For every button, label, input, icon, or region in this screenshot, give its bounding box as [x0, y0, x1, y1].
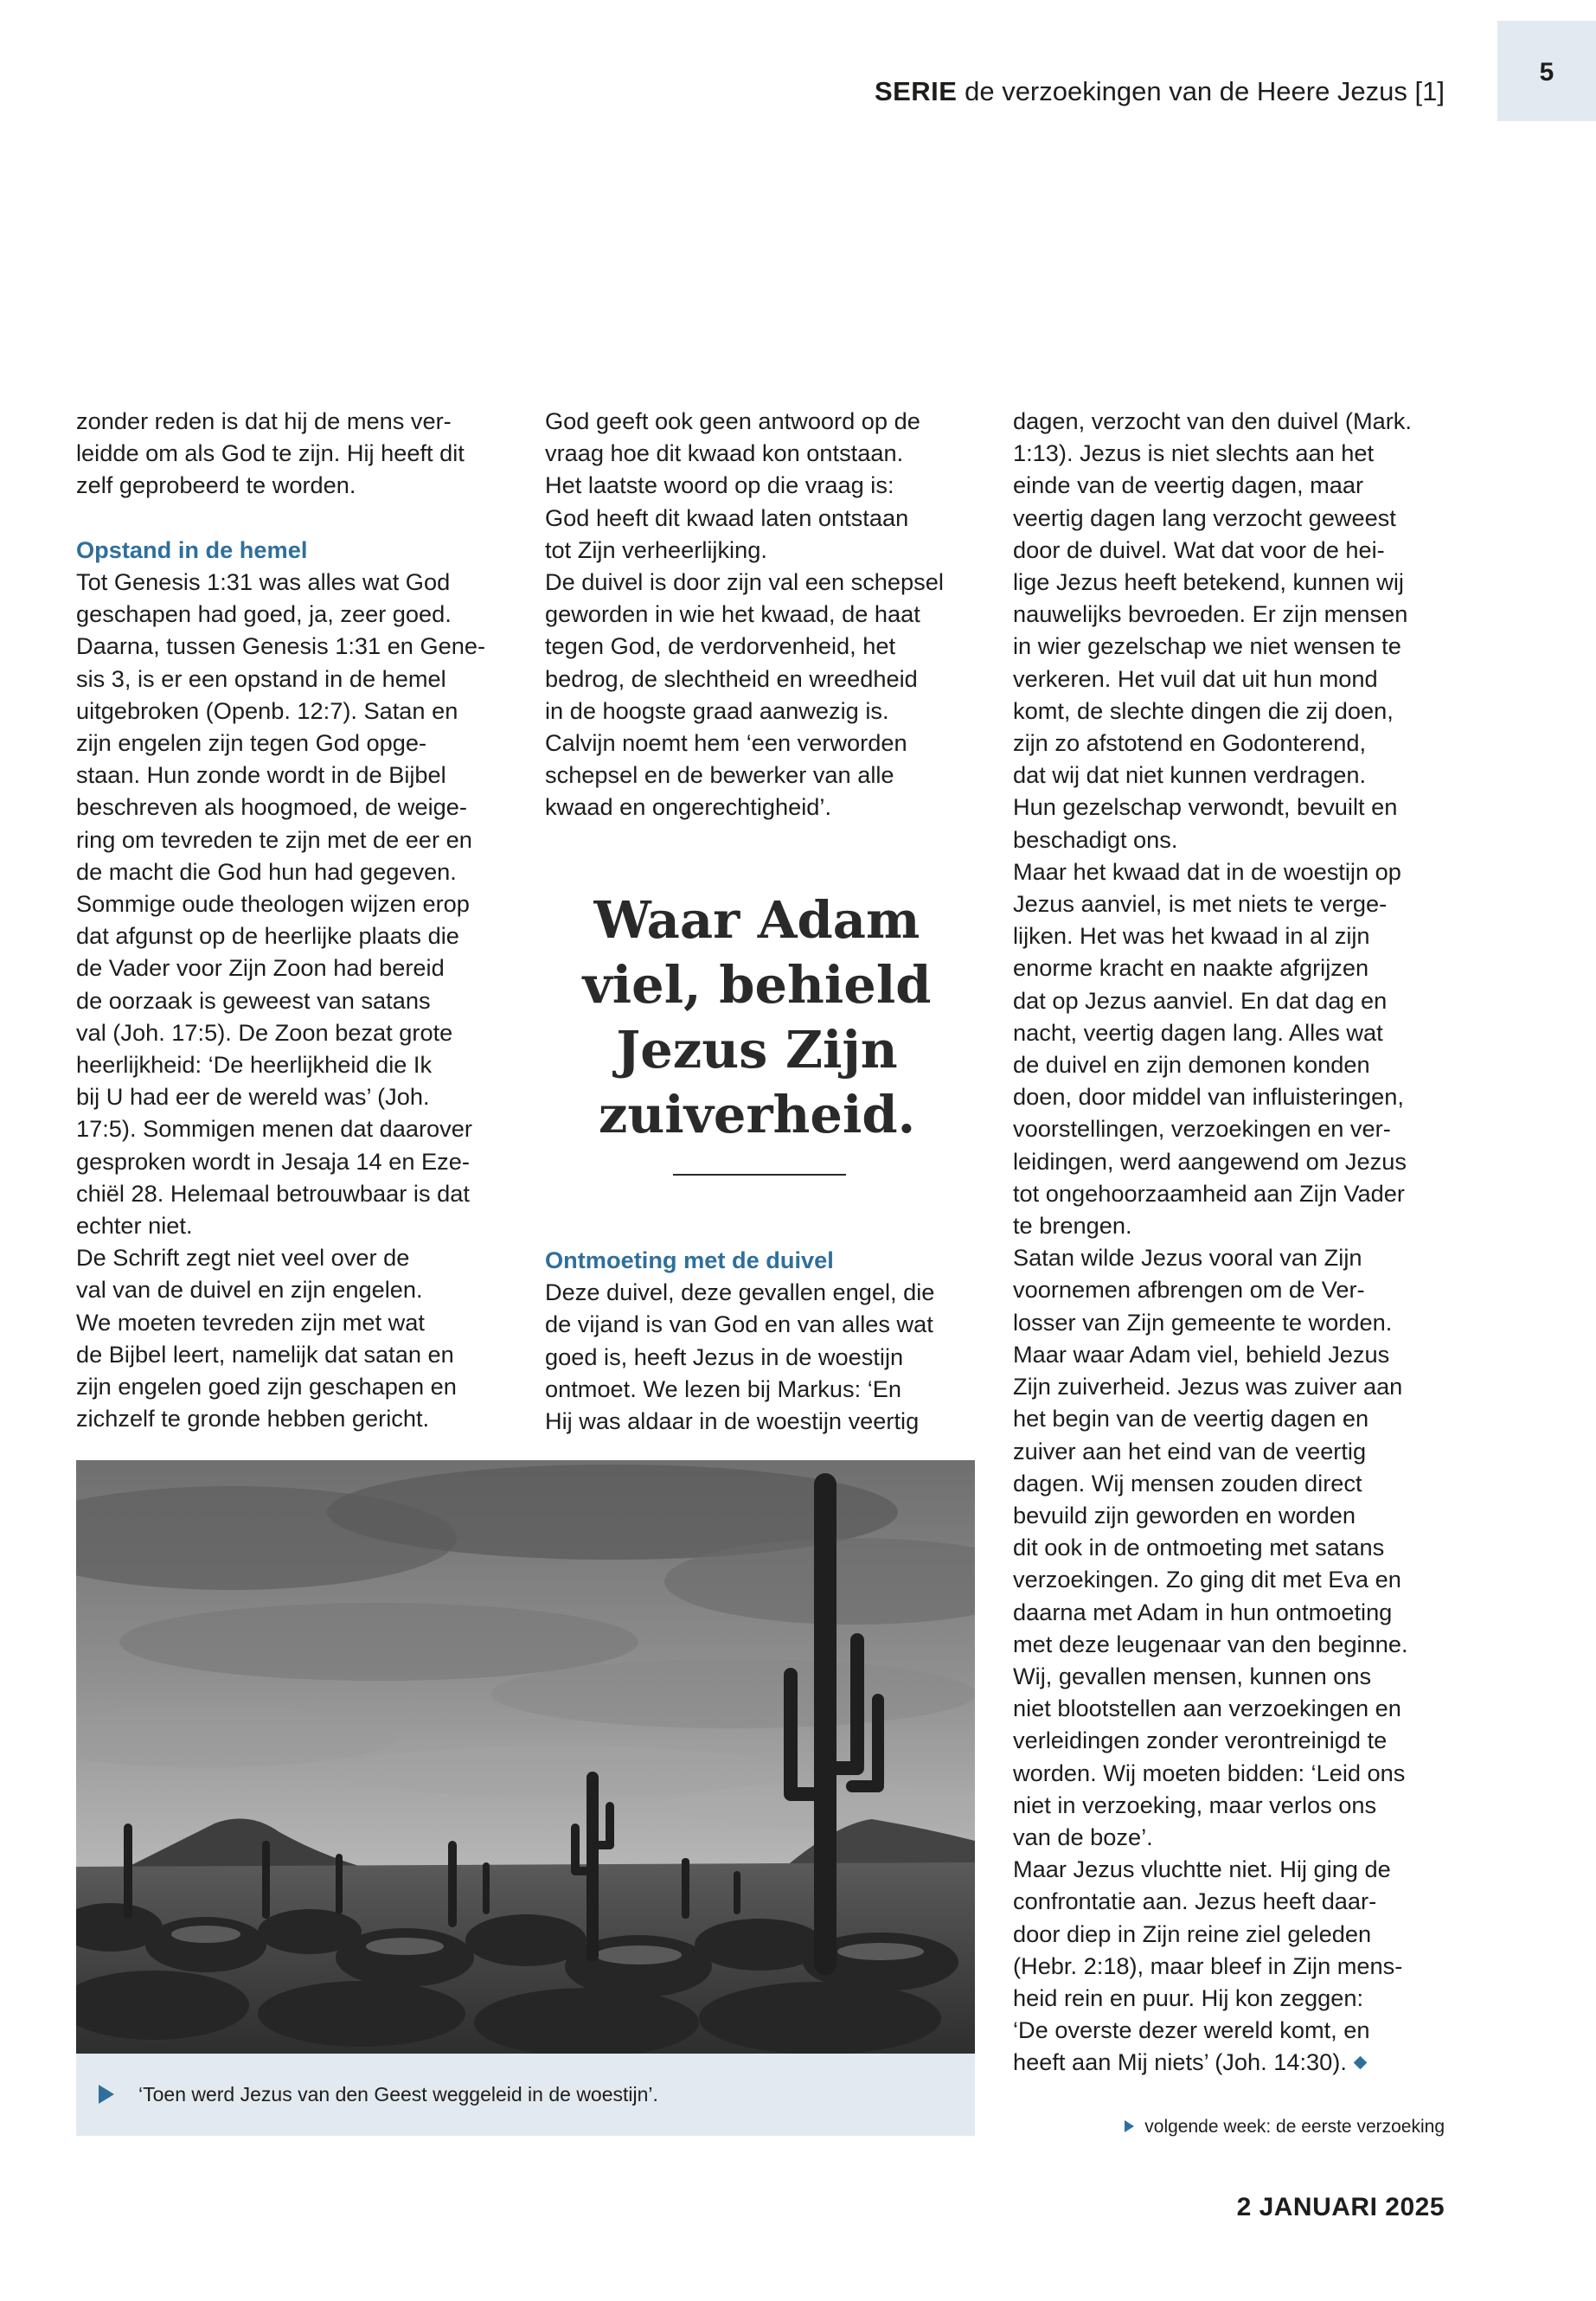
text-line: dit ook in de ontmoeting met satans	[1013, 1534, 1385, 1561]
text-line: Jezus Zijn	[616, 1020, 898, 1080]
subhead-ontmoeting: Ontmoeting met de duivel	[545, 1247, 834, 1273]
text-line: in de hoogste graad aanwezig is.	[545, 696, 889, 724]
text-line: niet in verzoeking, maar verlos ons	[1013, 1791, 1377, 1818]
text-line: einde van de veertig dagen, maar	[1013, 471, 1364, 499]
text-line: dat afgunst op de heerlijke plaats die	[76, 922, 459, 950]
text-line: geworden in wie het kwaad, de haat	[545, 600, 920, 628]
column-2	[545, 405, 986, 824]
text-line: komt, de slechte dingen die zij doen,	[1013, 696, 1394, 724]
text-line: lijken. Het was het kwaad in al zijn	[1013, 922, 1370, 950]
text-line: daarna met Adam in hun ontmoeting	[1013, 1598, 1393, 1625]
text-line: Daarna, tussen Genesis 1:31 en Gene-	[76, 632, 486, 660]
text-line: de Bijbel leert, namelijk dat satan en	[76, 1340, 454, 1368]
text-line: schepsel en de bewerker van alle	[545, 761, 894, 789]
text-line: uitgebroken (Openb. 12:7). Satan en	[76, 696, 458, 724]
caption-arrow-icon	[99, 2085, 114, 2104]
text-line: Maar het kwaad dat in de woestijn op	[1013, 857, 1401, 885]
subhead-opstand: Opstand in de hemel	[76, 535, 308, 563]
text-line: doen, door middel van influisteringen,	[1013, 1083, 1404, 1111]
text-line: ontmoet. We lezen bij Markus: ‘En	[545, 1375, 902, 1402]
issue-date: 2 JANUARI 2025	[1236, 2193, 1445, 2221]
text-line: bij U had eer de wereld was’ (Joh.	[76, 1083, 430, 1111]
text-line: Satan wilde Jezus vooral van Zijn	[1013, 1244, 1362, 1272]
text-line: Hij was aldaar in de woestijn veertig	[545, 1407, 920, 1435]
text-line: (Hebr. 2:18), maar bleef in Zijn mens-	[1013, 1952, 1403, 1979]
page-number-tab	[1497, 21, 1596, 121]
text-line: vraag hoe dit kwaad kon ontstaan.	[545, 439, 904, 467]
text-line: goed is, heeft Jezus in de woestijn	[545, 1343, 904, 1370]
text-line: door de duivel. Wat dat voor de hei-	[1013, 535, 1385, 563]
text-line: God geeft ook geen antwoord op de	[545, 407, 920, 434]
pull-quote	[562, 888, 952, 1147]
text-line: We moeten tevreden zijn met wat	[76, 1308, 425, 1336]
text-line: staan. Hun zonde wordt in de Bijbel	[76, 761, 446, 789]
text-line: Sommige oude theologen wijzen erop	[76, 890, 470, 918]
text-line: voornemen afbrengen om de Ver-	[1013, 1276, 1365, 1304]
next-week-arrow-icon	[1125, 2120, 1134, 2132]
text-line: Het laatste woord op die vraag is:	[545, 471, 894, 499]
text-line: Wij, gevallen mensen, kunnen ons	[1013, 1662, 1372, 1689]
text-line: tegen God, de verdorvenheid, het	[545, 632, 896, 660]
text-line: 1:13). Jezus is niet slechts aan het	[1013, 439, 1375, 467]
text-line: zelf geprobeerd te worden.	[76, 471, 356, 499]
text-line: zonder reden is dat hij de mens ver-	[76, 407, 452, 434]
column-1-intro	[76, 405, 517, 502]
text-line: De duivel is door zijn val een schepsel	[545, 568, 944, 596]
text-line: zijn engelen zijn tegen God opge-	[76, 729, 427, 757]
text-line: chiël 28. Helemaal betrouwbaar is dat	[76, 1179, 470, 1207]
text-line: verleidingen zonder verontreinigd te	[1013, 1727, 1388, 1754]
text-line: tot Zijn verheerlijking.	[545, 535, 767, 563]
text-line: verkeren. Het vuil dat uit hun mond	[1013, 664, 1378, 692]
text-line: losser van Zijn gemeente te worden.	[1013, 1308, 1393, 1336]
text-line: ‘De overste dezer wereld komt, en	[1013, 2016, 1370, 2044]
end-of-article-icon	[1354, 2056, 1368, 2070]
next-week-text: volgende week: de eerste verzoeking	[1144, 2117, 1445, 2137]
text-line: geschapen had goed, ja, zeer goed.	[76, 600, 452, 628]
text-line: beschadigt ons.	[1013, 825, 1178, 853]
column-3	[1013, 405, 1454, 2079]
text-line: in wier gezelschap we niet wensen te	[1013, 632, 1401, 660]
text-line: Zijn zuiverheid. Jezus was zuiver aan	[1013, 1373, 1403, 1400]
text-line: nacht, veertig dagen lang. Alles wat	[1013, 1018, 1383, 1046]
text-line: echter niet.	[76, 1212, 193, 1240]
text-line: nauwelijks bevroeden. Er zijn mensen	[1013, 600, 1408, 628]
text-line: de Vader voor Zijn Zoon had bereid	[76, 954, 445, 982]
page-number: 5	[1539, 58, 1554, 87]
text-line: heeft aan Mij niets’ (Joh. 14:30).	[1013, 2046, 1454, 2078]
text-line: sis 3, is er een opstand in de hemel	[76, 664, 446, 692]
text-line: bedrog, de slechtheid en wreedheid	[545, 664, 918, 692]
text-line: de macht die God hun had gegeven.	[76, 857, 457, 885]
text-line: kwaad en ongerechtigheid’.	[545, 793, 832, 821]
text-line: zijn engelen goed zijn geschapen en	[76, 1373, 457, 1400]
photo-caption-box	[76, 2054, 975, 2136]
text-line: val (Joh. 17:5). De Zoon bezat grote	[76, 1018, 453, 1046]
column-2-body-2	[545, 1276, 986, 1437]
text-line: heerlijkheid: ‘De heerlijkheid die Ik	[76, 1051, 433, 1079]
photo-caption: ‘Toen werd Jezus van den Geest weggeleid in de woestijn’.	[138, 2083, 658, 2106]
text-line: verzoekingen. Zo ging dit met Eva en	[1013, 1566, 1401, 1593]
text-line: Jezus aanviel, is met niets te verge-	[1013, 890, 1388, 918]
column-1-body	[76, 566, 517, 1434]
text-line: confrontatie aan. Jezus heeft daar-	[1013, 1888, 1377, 1915]
text-line: val van de duivel en zijn engelen.	[76, 1276, 423, 1304]
text-line: Waar Adam	[593, 890, 920, 950]
text-line: tot ongehoorzaamheid aan Zijn Vader	[1013, 1179, 1405, 1207]
pull-quote-rule	[673, 1174, 846, 1176]
desert-cactus-photo	[76, 1460, 975, 2054]
column-3-body	[1013, 405, 1454, 2079]
text-line: Maar Jezus vluchtte niet. Hij ging de	[1013, 1856, 1391, 1883]
text-line: Deze duivel, deze gevallen engel, die	[545, 1279, 935, 1306]
text-line: leidingen, werd aangewend om Jezus	[1013, 1147, 1407, 1175]
text-line: lige Jezus heeft betekend, kunnen wij	[1013, 568, 1404, 596]
text-line: dat op Jezus aanviel. En dat dag en	[1013, 986, 1388, 1014]
text-line: gesproken wordt in Jesaja 14 en Eze-	[76, 1147, 470, 1175]
text-line: de vijand is van God en van alles wat	[545, 1311, 933, 1338]
text-line: enorme kracht en naakte afgrijzen	[1013, 954, 1369, 982]
serie-label: SERIE	[874, 76, 958, 106]
text-line: Tot Genesis 1:31 was alles wat God	[76, 568, 451, 595]
text-line: veertig dagen lang verzocht geweest	[1013, 503, 1396, 531]
series-title: de verzoekingen van de Heere Jezus [1]	[965, 76, 1445, 106]
text-line: worden. Wij moeten bidden: ‘Leid ons	[1013, 1759, 1406, 1786]
text-line: voorstellingen, verzoekingen en ver-	[1013, 1115, 1391, 1143]
text-line: viel, behield	[582, 955, 932, 1015]
column-2-section	[545, 1244, 986, 1437]
running-header	[875, 74, 1445, 109]
column-1	[76, 405, 517, 1434]
column-2-body	[545, 405, 986, 824]
text-line: dagen. Wij mensen zouden direct	[1013, 1469, 1362, 1497]
text-line: dagen, verzocht van den duivel (Mark.	[1013, 407, 1412, 434]
text-line: heid rein en puur. Hij kon zeggen:	[1013, 1984, 1364, 2011]
text-line: met deze leugenaar van den beginne.	[1013, 1630, 1408, 1657]
text-line: bevuild zijn geworden en worden	[1013, 1501, 1356, 1529]
desert-landscape-illustration	[76, 1460, 975, 2054]
text-line: zuiverheid.	[598, 1085, 916, 1144]
text-line: de duivel en zijn demonen konden	[1013, 1051, 1370, 1079]
text-line: God heeft dit kwaad laten ontstaan	[545, 503, 909, 531]
next-week-note	[1125, 2114, 1445, 2140]
text-line: beschreven als hoogmoed, de weige-	[76, 793, 467, 821]
text-line: Hun gezelschap verwondt, bevuilt en	[1013, 793, 1398, 821]
text-line: zijn zo afstotend en Godonterend,	[1013, 729, 1367, 757]
text-line: te brengen.	[1013, 1212, 1132, 1240]
text-line: leidde om als God te zijn. Hij heeft dit	[76, 439, 465, 467]
text-line: van de boze’.	[1013, 1823, 1153, 1850]
text-line: de oorzaak is geweest van satans	[76, 986, 431, 1014]
text-line: door diep in Zijn reine ziel geleden	[1013, 1920, 1372, 1947]
text-line: het begin van de veertig dagen en	[1013, 1405, 1369, 1433]
text-line: zichzelf te gronde hebben gericht.	[76, 1405, 430, 1433]
text-line: De Schrift zegt niet veel over de	[76, 1244, 410, 1272]
text-line: dat wij dat niet kunnen verdragen.	[1013, 761, 1367, 789]
text-line: zuiver aan het eind van de veertig	[1013, 1437, 1367, 1465]
text-line: ring om tevreden te zijn met de eer en	[76, 825, 472, 853]
text-line: Maar waar Adam viel, behield Jezus	[1013, 1340, 1390, 1368]
text-line: 17:5). Sommigen menen dat daarover	[76, 1115, 472, 1143]
text-line: niet blootstellen aan verzoekingen en	[1013, 1695, 1401, 1722]
text-line: Calvijn noemt hem ‘een verworden	[545, 729, 907, 757]
